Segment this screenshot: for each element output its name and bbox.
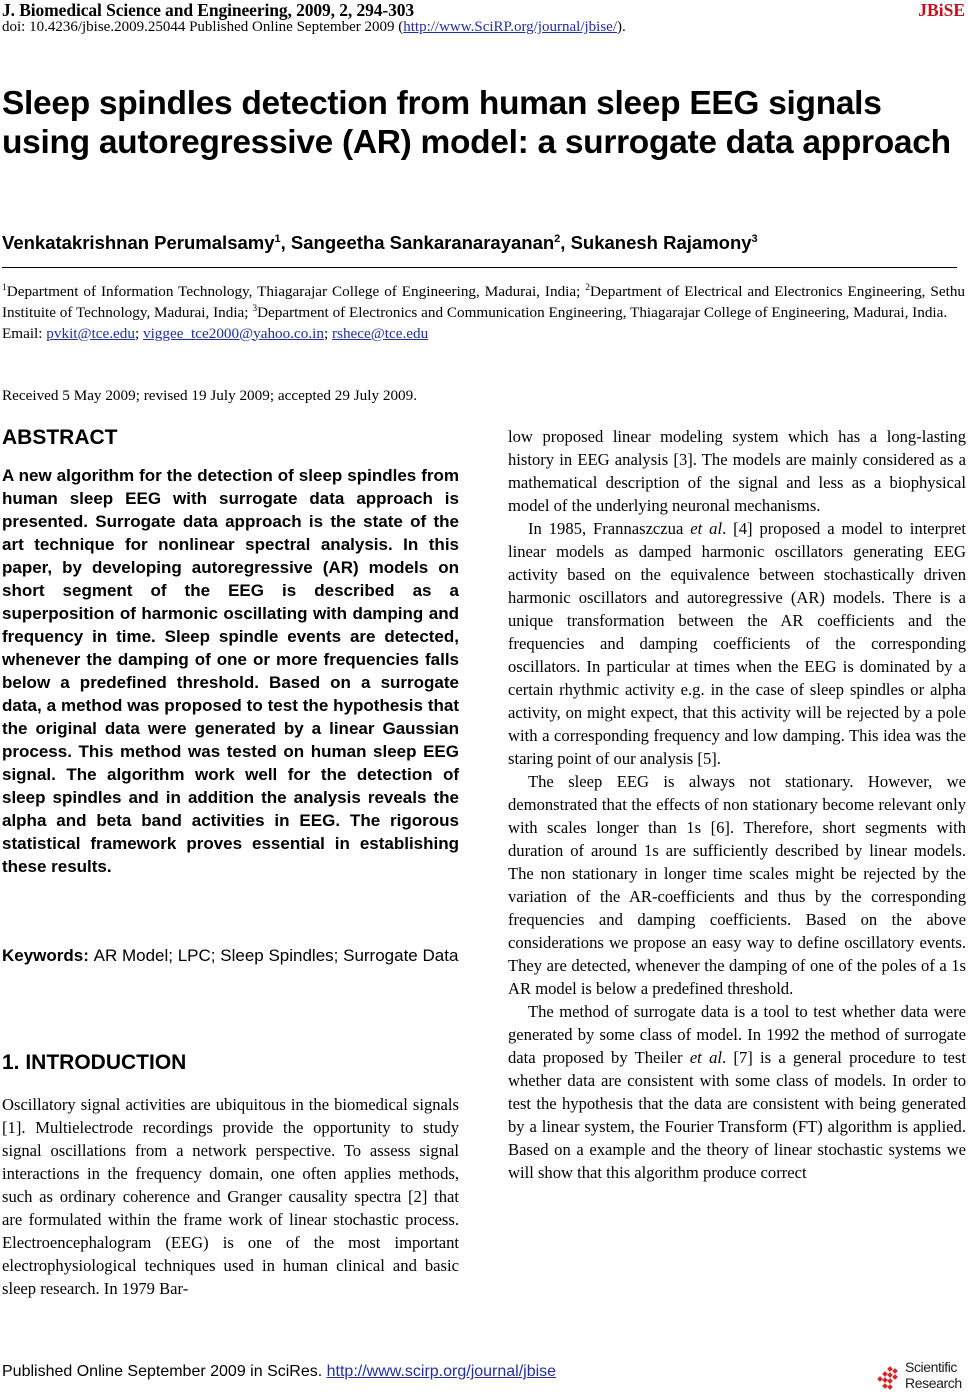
footer-journal-link[interactable]: http://www.scirp.org/journal/jbise <box>326 1363 557 1380</box>
paper-title: Sleep spindles detection from human sleep EEG signals using autoregressive (AR) model: a surrogate data approach <box>2 85 951 161</box>
affiliation-2: Department of Electrical and Electronics Engineering, Sethu Instituite of Technology, Madurai, India; <box>2 283 966 321</box>
paragraph-text: . [4] proposed a model to interpret linear models as damped harmonic oscillators generating EEG activity based on the equivalence between stochastically driven harmonic oscillators and autoregressive (AR) models. There is a unique transformation between the AR coefficients and the frequencies and damping coefficients of the corresponding oscillators. In particular at times when the EEG is dominated by a certain rhythmic activity e.g. in the case of sleep spindles or alpha activity, on might expect, that this activity will be rejected by a pole with a corresponding frequency and low damping. This idea was the staring point of our analysis [5]. <box>508 519 966 768</box>
keywords <box>2 944 459 967</box>
doi-line <box>2 19 626 36</box>
logo-line-2: Research <box>905 1374 962 1391</box>
affil-marker: 1 <box>2 282 7 293</box>
logo-text <box>905 1360 962 1391</box>
email-link[interactable]: pvkit@tce.edu <box>46 324 135 342</box>
email-link[interactable]: viggee_tce2000@yahoo.co.in <box>142 324 324 342</box>
abstract-body: A new algorithm for the detection of sleep spindles from human sleep EEG with surrogate data approach is presented. Surrogate data approach is the state of the art technique for nonlinear spectral analysis. In this paper, by developing autoregressive (AR) models on short segment of the EEG is described as a superposition of harmonic oscillating with damping and frequency in time. Sleep spindle events are detected, whenever the damping of one or more frequencies falls below a predefined threshold. Based on a surrogate data, a method was proposed to test the hypothesis that the original data were generated by a linear Gaussian process. This method was tested on human sleep EEG signal. The algorithm work well for the detection of sleep spindles and in addition the analysis reveals the alpha and beta band activities in EEG. The rigorous statistical framework proves essential in establishing these results. <box>2 466 459 876</box>
affiliations <box>2 282 965 344</box>
doi-prefix: doi: 10.4236/jbise.2009.25044 Published Online September 2009 ( <box>2 19 404 35</box>
email-separator: ; <box>323 324 332 342</box>
email-link[interactable]: rshece@tce.edu <box>332 324 429 342</box>
keywords-text: AR Model; LPC; Sleep Spindles; Surrogate Data <box>93 946 459 965</box>
et-al: et al <box>690 519 723 538</box>
author-list <box>2 232 758 254</box>
affiliation-1: Department of Information Technology, Thiagarajar College of Engineering, Madurai, India; <box>6 283 586 300</box>
paragraph-text: In 1985, Frannaszczua <box>528 519 691 538</box>
affiliation-3: Department of Electronics and Communication Engineering, Thiagarajar College of Engineering, Madurai, India. <box>257 303 948 321</box>
author-name: Sangeetha Sankaranarayanan <box>290 232 555 253</box>
paragraph <box>508 517 966 770</box>
paragraph: low proposed linear modeling system which has a long-lasting history in EEG analysis [3]. The models are mainly considered as a mathematical description of the signal and less as a biophysical model of the underlying neuronal mechanisms. <box>508 427 966 515</box>
intro-left-column <box>2 1093 459 1300</box>
et-al: et al <box>689 1048 722 1067</box>
author-name: Venkatakrishnan Perumalsamy <box>2 232 275 253</box>
author-affil-marker: 2 <box>554 232 561 245</box>
author-name: Sukanesh Rajamony <box>570 232 752 253</box>
header-divider <box>2 267 957 268</box>
doi-suffix: ). <box>617 19 626 35</box>
author-separator: , <box>280 232 291 253</box>
affil-marker: 2 <box>585 282 591 293</box>
paragraph-text: . [7] is a general procedure to test whether data are consistent with some class of models. In order to test the hypothesis that the data are consistent with being generated by a linear system, the Fourier Transform (FT) algorithm is applied. Based on a example and the theory of linear stochastic systems we will show that this algorithm produce correct <box>508 1048 966 1182</box>
intro-right-column <box>508 425 966 1184</box>
author-affil-marker: 3 <box>751 232 758 245</box>
footer-text: Published Online September 2009 in SciRes. <box>2 1363 327 1380</box>
paragraph: Oscillatory signal activities are ubiquitous in the biomedical signals [1]. Multielectrode recordings provide the opportunity to study signal oscillations from a network perspective. To assess signal interactions in the frequency domain, one often applies methods, such as ordinary coherence and Granger causality spectra [2] that are formulated within the frame work of linear stochastic process. Electroencephalogram (EEG) is one of the most important electrophysiological techniques used in human clinical and basic sleep research. In 1979 Bar- <box>2 1095 459 1298</box>
journal-abbrev: JBiSE <box>918 0 965 20</box>
section-heading-introduction: 1. INTRODUCTION <box>2 1051 187 1074</box>
diamond-cluster-icon <box>876 1366 902 1392</box>
received-dates: Received 5 May 2009; revised 19 July 2009; accepted 29 July 2009. <box>2 387 418 404</box>
paragraph-text: The method of surrogate data is a tool to test whether data were generated by some class of model. In 1992 the method of surrogate data proposed by Theiler <box>508 1002 966 1067</box>
logo-line-1: Scientific <box>905 1359 958 1375</box>
email-separator: ; <box>134 324 143 342</box>
paragraph <box>508 1000 966 1184</box>
affil-marker: 3 <box>252 303 258 314</box>
footer-publication-line <box>2 1363 556 1381</box>
author-separator: , <box>560 232 571 253</box>
abstract-heading: ABSTRACT <box>2 426 118 449</box>
author-affil-marker: 1 <box>274 232 281 245</box>
journal-citation: J. Biomedical Science and Engineering, 2009, 2, 294-303 <box>2 0 415 20</box>
paragraph: The sleep EEG is always not stationary. However, we demonstrated that the effects of non stationary become relevant only with scales longer than 1s [6]. Therefore, short segments with duration of around 1s are sufficiently described by linear models. The non stationary in longer time scales might be rejected by the variation of the AR-coefficients and thus by the corresponding frequencies and damping coefficients. Based on the above considerations we propose an easy way to define oscillatory events. They are detected, whenever the damping of one of the poles of a 1s AR model is below a predefined threshold. <box>508 772 966 998</box>
scientific-research-logo <box>876 1360 968 1394</box>
keywords-label: Keywords: <box>2 946 94 965</box>
journal-url-link[interactable]: http://www.SciRP.org/journal/jbise/ <box>403 19 617 35</box>
email-label: Email: <box>2 324 47 342</box>
